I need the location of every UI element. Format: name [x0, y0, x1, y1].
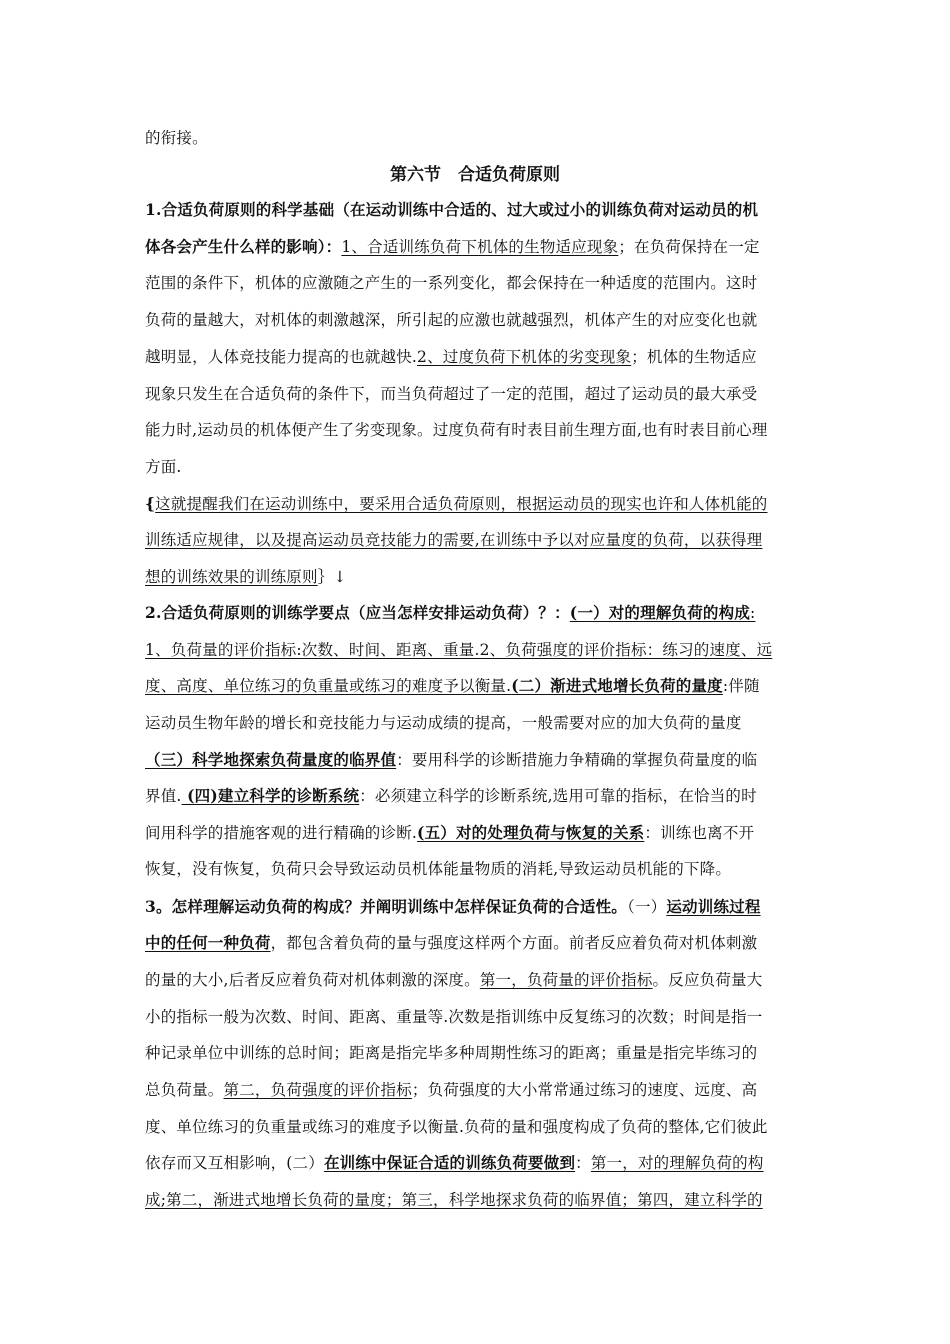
- text-run: 负荷的量越大，对机体的刺激越深，所引起的应激也就越强烈，机体产生的对应变化也就: [145, 311, 758, 329]
- text-run: 度、高度、单位练习的负重量或练习的难度予以衡量.: [145, 677, 512, 695]
- text-run: ：必须建立科学的诊断系统,选用可靠的指标，在恰当的时: [359, 787, 757, 805]
- text-run: ；机体的生物适应: [631, 348, 757, 366]
- text-run: 界值.: [145, 787, 182, 805]
- text-line: [145, 859, 815, 879]
- text-line: [145, 530, 815, 550]
- text-run: ：: [575, 1154, 591, 1172]
- text-run: （一）: [627, 898, 667, 916]
- text-run: 度、单位练习的负重量或练习的难度予以衡量.负荷的量和强度构成了负荷的整体,它们彼此: [145, 1118, 768, 1136]
- text-run: 这就提醒我们在运动训练中，要采用合适负荷原则，根据运动员的现实也许和人体机能的: [155, 495, 768, 513]
- text-line: [145, 750, 815, 770]
- text-run: 成;第二，渐进式地增长负荷的量度；第三，科学地探求负荷的临界值；第四，建立科学的: [145, 1191, 763, 1209]
- text-run: 3。怎样理解运动负荷的构成？并阐明训练中怎样保证负荷的合适性。: [145, 897, 627, 916]
- text-line: [145, 1117, 815, 1137]
- text-line: [145, 457, 815, 477]
- text-run: 1、负荷量的评价指标:次数、时间、距离、重量.2、负荷强度的评价指标：练习的速度、远: [145, 641, 773, 659]
- text-run: 第一，负荷量的评价指标: [479, 971, 653, 989]
- text-run: 能力时,运动员的机体便产生了劣变现象。过度负荷有时表目前生理方面,也有时表目前心理: [145, 421, 768, 439]
- text-line: [145, 237, 815, 257]
- text-run: (四)建立科学的诊断系统: [181, 786, 360, 805]
- text-run: 依存而又互相影响，(二）: [145, 1154, 324, 1172]
- text-run: 中的任何一种负荷: [145, 933, 271, 952]
- text-line: [145, 933, 815, 953]
- text-run: 恢复，没有恢复，负荷只会导致运动员机体能量物质的消耗,导致运动员机能的下降。: [145, 860, 732, 878]
- text-run: 总负荷量。: [145, 1081, 224, 1099]
- text-run: 的衔接。: [145, 129, 208, 147]
- text-run: 。反应负荷量大: [652, 971, 763, 989]
- text-run: 范围的条件下，机体的应激随之产生的一系列变化，都会保持在一种适度的范围内。这时: [145, 274, 758, 292]
- text-run: (二）渐进式地增长负荷的量度: [511, 676, 723, 695]
- text-run: 小的指标一般为次数、时间、距离、重量等.次数是指训练中反复练习的次数；时间是指一: [145, 1008, 763, 1026]
- text-line: [145, 1043, 815, 1063]
- text-run: 间用科学的措施客观的进行精确的诊断.: [145, 824, 418, 842]
- text-line: [145, 420, 815, 440]
- text-run: ；负荷强度的大小常常通过练习的速度、远度、高: [411, 1081, 758, 1099]
- text-line: [145, 897, 815, 917]
- text-line: [145, 786, 815, 806]
- text-run: ，都包含着负荷的量与强度这样两个方面。前者反应着负荷对机体刺激: [270, 934, 758, 952]
- text-run: 第二，负荷强度的评价指标: [223, 1081, 412, 1099]
- text-run: 1、合适训练负荷下机体的生物适应现象: [341, 238, 619, 256]
- text-run: :伴随: [722, 677, 760, 695]
- text-line: [145, 1153, 815, 1173]
- text-run: 在训练中保证合适的训练负荷要做到: [323, 1153, 576, 1172]
- text-run: 想的训练效果的训练原则: [145, 568, 318, 586]
- text-line: [145, 347, 815, 367]
- text-line: [145, 310, 815, 330]
- text-run: 现象只发生在合适负荷的条件下，而当负荷超过了一定的范围，超过了运动员的最大承受: [145, 385, 758, 403]
- text-run: ；在负荷保持在一定: [618, 238, 760, 256]
- text-run: ：训练也离不开: [644, 824, 755, 842]
- text-run: {: [145, 494, 156, 513]
- text-line: [145, 128, 815, 148]
- text-run: 种记录单位中训练的总时间；距离是指完毕多种周期性练习的距离；重量是指完毕练习的: [145, 1044, 758, 1062]
- text-line: [145, 1007, 815, 1027]
- text-line: [145, 640, 815, 660]
- text-line: [145, 970, 815, 990]
- text-line: [145, 676, 815, 696]
- text-run: ｝↓: [317, 568, 347, 586]
- text-run: 第一，对的理解负荷的构: [590, 1154, 764, 1172]
- text-run: 运动员生物年龄的增长和竞技能力与运动成绩的提高，一般需要对应的加大负荷的量度: [145, 714, 742, 732]
- text-run: 1.合适负荷原则的科学基础（在运动训练中合适的、过大或过小的训练负荷对运动员的机: [145, 200, 759, 219]
- text-line: [145, 200, 815, 220]
- text-run: 运动训练过程: [666, 897, 761, 916]
- text-run: 训练适应规律，以及提高运动员竞技能力的需要,在训练中予以对应量度的负荷，以获得理: [145, 531, 763, 549]
- text-line: [145, 273, 815, 293]
- text-run: 2.合适负荷原则的训练学要点（应当怎样安排运动负荷）？：: [145, 603, 570, 622]
- text-line: [145, 713, 815, 733]
- text-line: [145, 603, 815, 623]
- text-line: [145, 494, 815, 514]
- section-title: 第六节 合适负荷原则: [390, 165, 560, 185]
- text-run: 的量的大小,后者反应着负荷对机体刺激的深度。: [145, 971, 480, 989]
- text-run: (五）对的处理负荷与恢复的关系: [417, 823, 645, 842]
- text-line: [145, 823, 815, 843]
- text-line: [145, 384, 815, 404]
- text-run: 方面.: [145, 458, 182, 476]
- text-run: （三）科学地探索负荷量度的临界值: [145, 750, 397, 769]
- text-run: ：要用科学的诊断措施力争精确的掌握负荷量度的临: [396, 751, 758, 769]
- text-run: 体各会产生什么样的影响）：: [145, 237, 342, 256]
- text-run: 越明显，人体竞技能力提高的也就越快.: [145, 348, 418, 366]
- text-run: 2、过度负荷下机体的劣变现象: [417, 348, 632, 366]
- text-run: :: [750, 604, 756, 622]
- text-line: [145, 567, 815, 587]
- text-run: (一）对的理解负荷的构成: [569, 603, 751, 622]
- text-line: [145, 1190, 815, 1210]
- text-line: [145, 1080, 815, 1100]
